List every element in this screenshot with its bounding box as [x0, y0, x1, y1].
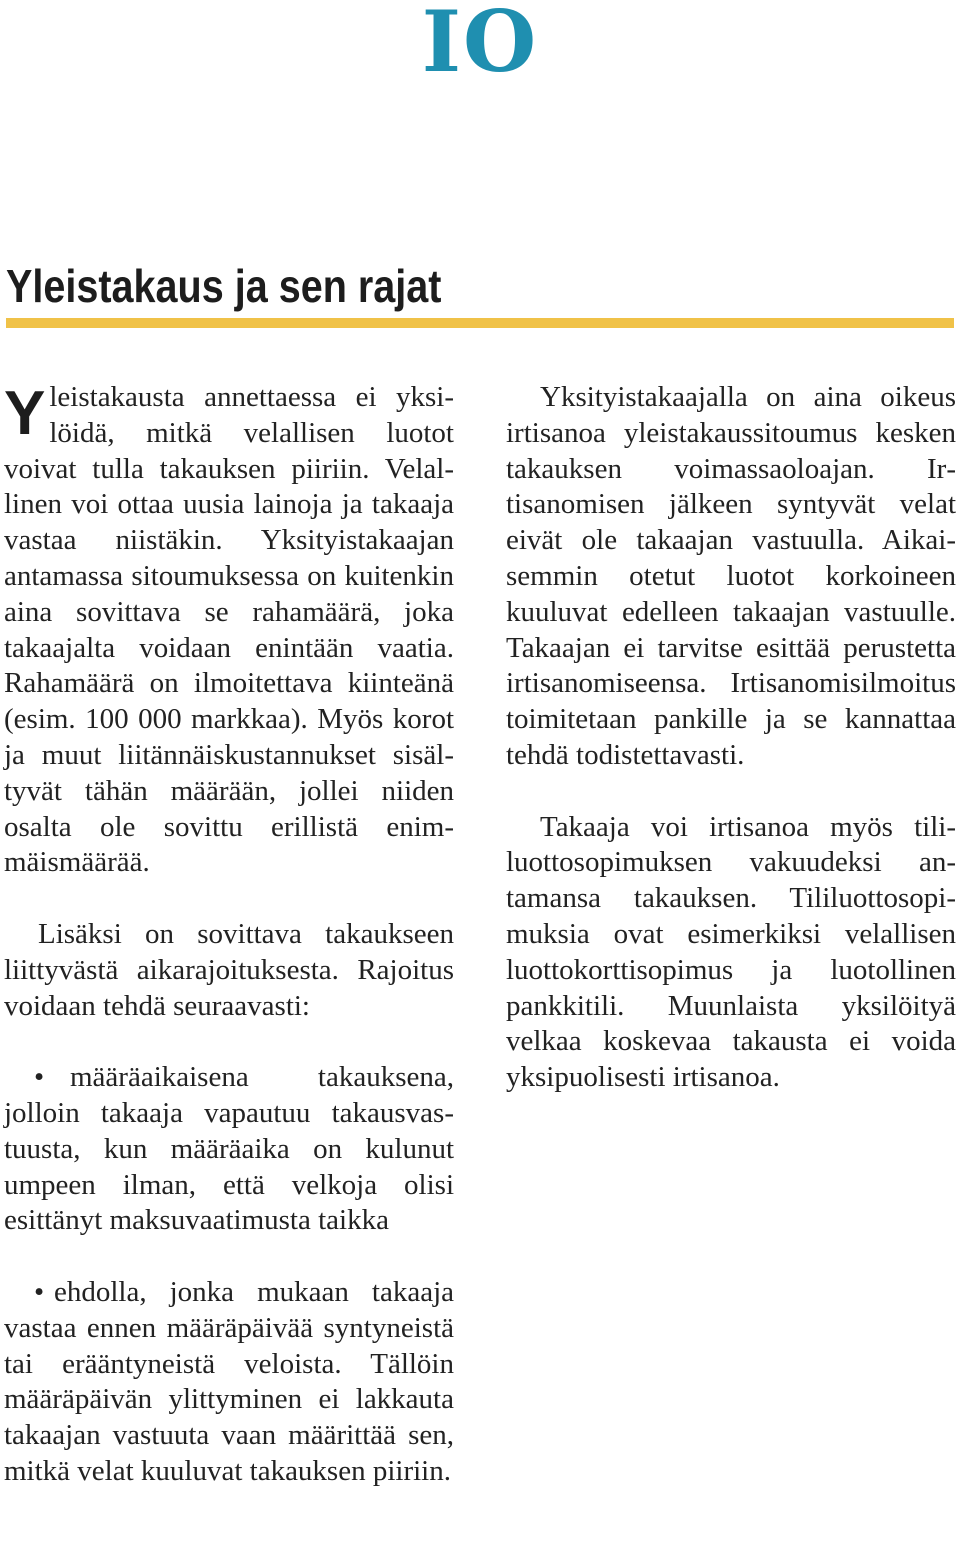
- right-column: [506, 380, 956, 1096]
- bullet-item-text: määräaikaisena takauksena, jolloin takaaja vapautuu takausvastuusta, kun määräaika on kulunut umpeen ilman, että velkoja olisi esittänyt maksuvaatimusta taikka: [4, 1061, 454, 1237]
- paragraph-intro: [4, 380, 454, 881]
- bullet-icon: •: [34, 1275, 45, 1308]
- drop-cap: Y: [4, 379, 46, 448]
- bullet-item-condition: [4, 1275, 454, 1490]
- heading-rule: [6, 318, 954, 328]
- paragraph-intro-text: leistakausta annettaessa ei yksilöidä, mitkä velallisen luotot voivat tulla takauksen piiriin. Velallinen voi ottaa uusia lainoja ja takaaja vastaa niistäkin. Yksityistakaajan antamassa sitoumuksessa on kuitenkin aina sovittava se rahamäärä, joka takaajalta voidaan enintään vaatia. Rahamäärä on ilmoitettava kiinteänä (esim. 100 000 markkaa). Myös korot ja muut liitännäiskustannukset sisältyvät tähän määrään, jollei niiden osalta ole sovittu erillistä enimmäismäärää.: [4, 381, 454, 879]
- left-column: [4, 380, 454, 1490]
- chapter-heading: Yleistakaus ja sen rajat: [6, 260, 442, 312]
- paragraph-time-limit: Lisäksi on sovittava takaukseen liittyvästä aikarajoituksesta. Rajoitus voidaan tehdä seuraavasti:: [4, 917, 454, 1022]
- paragraph-credit-account: Takaaja voi irtisanoa myös tililuottosopimuksen vakuudeksi antamansa takauksen. Tililuottosopimuksia ovat esimerkiksi velallisen luottokorttisopimus ja luotollinen pankkitili. Muunlaista yksilöityä velkaa koskevaa takausta ei voida yksipuolisesti irtisanoa.: [506, 810, 956, 1094]
- page-number: IO: [421, 0, 539, 91]
- bullet-icon: •: [34, 1061, 45, 1094]
- paragraph-termination: Yksityistakaajalla on aina oikeus irtisanoa yleistakaussitoumus kesken takauksen voimassaoloajan. Irtisanomisen jälkeen syntyvät velat eivät ole takaajan vastuulla. Aikaisemmin otetut luotot korkoineen kuuluvat edelleen takaajan vastuulle. Takaajan ei tarvitse esittää perustetta irtisanomiseensa. Irtisanomisilmoitus toimitetaan pankille ja se kannattaa tehdä todistettavasti.: [506, 381, 956, 771]
- bullet-item-text: ehdolla, jonka mukaan takaaja vastaa ennen määräpäivää syntyneistä tai erääntyneistä veloista. Tällöin määräpäivän ylittyminen ei lakkauta takaajan vastuuta vaan määrittää sen, mitkä velat kuuluvat takauksen piiriin.: [4, 1275, 454, 1487]
- bullet-item-fixed-term: [4, 1060, 454, 1239]
